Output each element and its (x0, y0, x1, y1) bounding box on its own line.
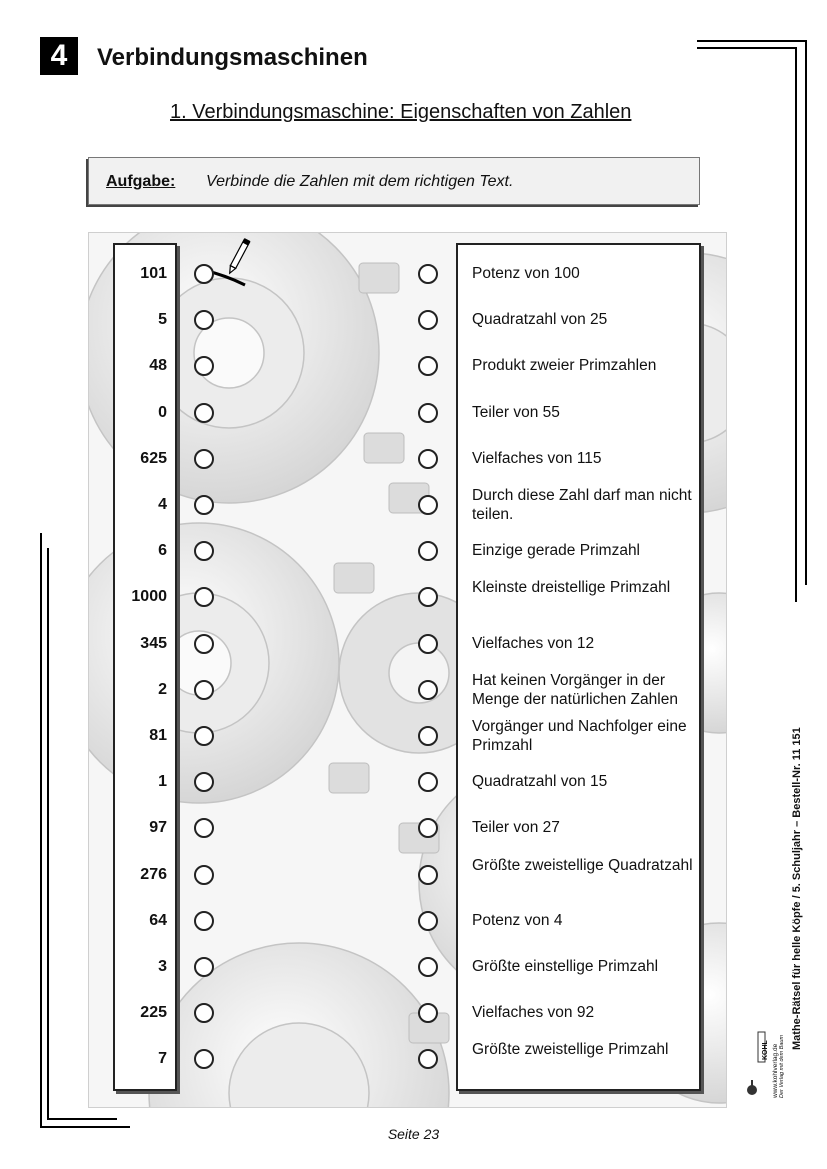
side-publisher-text: Mathe-Rätsel für helle Köpfe / 5. Schuljahr – Bestell-Nr. 11 151 (791, 727, 803, 1050)
left-connector-dot[interactable] (194, 1003, 214, 1023)
property-text: Potenz von 100 (472, 265, 580, 282)
right-connector-dot[interactable] (418, 634, 438, 654)
left-connector-dot[interactable] (194, 634, 214, 654)
left-connector-dot[interactable] (194, 264, 214, 284)
number-label: 6 (158, 542, 167, 559)
left-connector-dot[interactable] (194, 726, 214, 746)
property-text: Produkt zweier Primzahlen (472, 357, 657, 374)
right-connector-dot[interactable] (418, 264, 438, 284)
property-text: Vielfaches von 92 (472, 1004, 595, 1021)
property-text: Vielfaches von 12 (472, 635, 595, 652)
left-connector-dot[interactable] (194, 356, 214, 376)
left-connector-dot[interactable] (194, 818, 214, 838)
number-label: 225 (140, 1004, 167, 1021)
number-label: 1000 (131, 588, 167, 605)
right-connector-dot[interactable] (418, 587, 438, 607)
right-connector-dot[interactable] (418, 356, 438, 376)
right-connector-dot[interactable] (418, 680, 438, 700)
property-text: Einzige gerade Primzahl (472, 542, 641, 559)
right-connector-dot[interactable] (418, 818, 438, 838)
right-connector-dot[interactable] (418, 911, 438, 931)
right-connector-dot[interactable] (418, 726, 438, 746)
property-text: Kleinste dreistellige Primzahl (472, 579, 671, 596)
corner-rule-top-v2 (795, 47, 797, 602)
left-connector-dot[interactable] (194, 495, 214, 515)
number-label: 64 (149, 912, 167, 929)
corner-rule-bottom-h2 (47, 1118, 117, 1120)
number-label: 2 (158, 681, 167, 698)
left-connector-dot[interactable] (194, 449, 214, 469)
property-text: Vielfaches von 115 (472, 450, 602, 467)
left-connector-dot[interactable] (194, 310, 214, 330)
corner-rule-bottom-v1 (40, 533, 42, 1128)
number-label: 1 (158, 773, 167, 790)
number-label: 5 (158, 311, 167, 328)
left-connector-dot[interactable] (194, 403, 214, 423)
number-label: 4 (158, 496, 167, 513)
left-connector-dot[interactable] (194, 772, 214, 792)
number-label: 48 (149, 357, 167, 374)
right-connector-dot[interactable] (418, 495, 438, 515)
number-label: 101 (140, 265, 167, 282)
property-text: Größte zweistellige Quadratzahl (472, 857, 693, 874)
page-number: Seite 23 (387, 1126, 440, 1142)
property-text: Hat keinen Vorgänger in der Menge der natürlichen Zahlen (472, 672, 678, 708)
property-text: Potenz von 4 (472, 912, 563, 929)
chapter-number: 4 (40, 37, 78, 75)
right-connector-dot[interactable] (418, 1003, 438, 1023)
right-connector-dot[interactable] (418, 957, 438, 977)
right-connector-dot[interactable] (418, 310, 438, 330)
right-connector-dot[interactable] (418, 772, 438, 792)
property-text: Quadratzahl von 15 (472, 773, 608, 790)
right-connector-dot[interactable] (418, 1049, 438, 1069)
number-label: 3 (158, 958, 167, 975)
task-box (88, 157, 700, 205)
property-text: Größte zweistellige Primzahl (472, 1041, 669, 1058)
left-connector-dot[interactable] (194, 541, 214, 561)
right-connector-dot[interactable] (418, 541, 438, 561)
number-label: 345 (140, 635, 167, 652)
section-subtitle: 1. Verbindungsmaschine: Eigenschaften von Zahlen (170, 101, 632, 123)
corner-rule-top-v1 (805, 40, 807, 585)
corner-rule-top-h2 (697, 47, 797, 49)
property-text: Vorgänger und Nachfolger eine Primzahl (472, 718, 687, 754)
chapter-title: Verbindungsmaschinen (97, 44, 368, 71)
number-label: 625 (140, 450, 167, 467)
left-connector-dot[interactable] (194, 680, 214, 700)
task-colon: : (170, 173, 176, 190)
left-connector-dot[interactable] (194, 1049, 214, 1069)
left-connector-dot[interactable] (194, 865, 214, 885)
number-label: 7 (158, 1050, 167, 1067)
right-connector-dot[interactable] (418, 403, 438, 423)
left-connector-dot[interactable] (194, 957, 214, 977)
property-text: Quadratzahl von 25 (472, 311, 608, 328)
left-connector-dot[interactable] (194, 911, 214, 931)
number-label: 97 (149, 819, 167, 836)
property-text: Durch diese Zahl darf man nicht teilen. (472, 487, 692, 523)
publisher-slogan: Der Verlag mit dem Baum (779, 1034, 785, 1098)
right-connector-dot[interactable] (418, 449, 438, 469)
property-text: Teiler von 55 (472, 404, 560, 421)
corner-rule-bottom-v2 (47, 548, 49, 1120)
property-text: Größte einstellige Primzahl (472, 958, 659, 975)
publisher-site: www.kohlverlag.de (772, 1043, 779, 1098)
property-text: Teiler von 27 (472, 819, 560, 836)
number-label: 81 (149, 727, 167, 744)
task-label: Aufgabe: (106, 173, 176, 190)
publisher-name: KOHL (762, 1040, 769, 1060)
number-label: 276 (140, 866, 167, 883)
corner-rule-top-h1 (697, 40, 807, 42)
left-connector-dot[interactable] (194, 587, 214, 607)
right-connector-dot[interactable] (418, 865, 438, 885)
task-instruction: Verbinde die Zahlen mit dem richtigen Text. (206, 173, 514, 190)
number-label: 0 (158, 404, 167, 421)
